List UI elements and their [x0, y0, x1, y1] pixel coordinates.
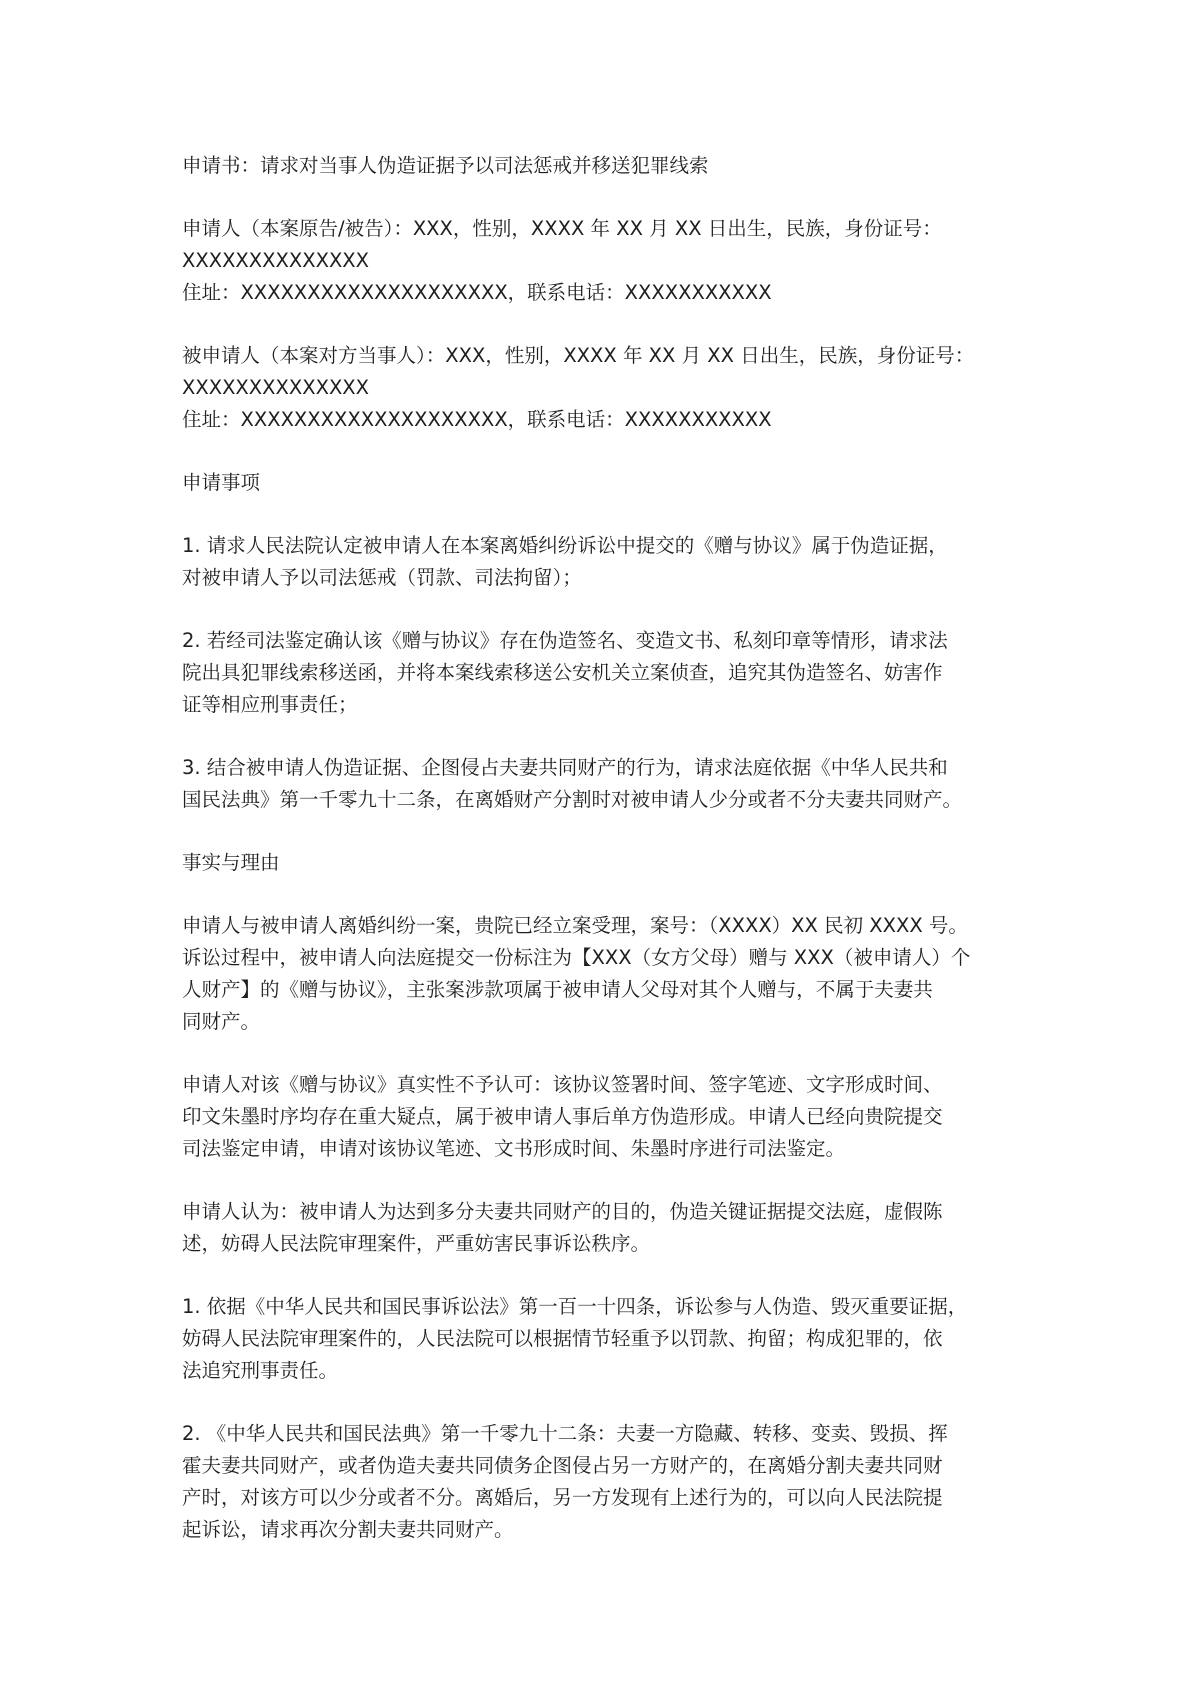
facts-line: 司法鉴定申请，申请对该协议笔迹、文书形成时间、朱墨时序进行司法鉴定。: [182, 1137, 846, 1160]
facts-line: 产时，对该方可以少分或者不分。离婚后，另一方发现有上述行为的，可以向人民法院提: [182, 1486, 943, 1509]
facts-line: 起诉讼，请求再次分割夫妻共同财产。: [182, 1518, 514, 1541]
facts-line: 同财产。: [182, 1010, 261, 1033]
respondent-identity-line: 被申请人（本案对方当事人）：XXX，性别，XXXX 年 XX 月 XX 日出生，民族，身份证号：: [182, 344, 975, 367]
respondent-address-line: 住址：XXXXXXXXXXXXXXXXXXXX，联系电话：XXXXXXXXXXX: [182, 408, 772, 431]
requests-heading-text: 申请事项: [182, 471, 261, 494]
applicant-identity-line: 申请人（本案原告/被告）：XXX，性别，XXXX 年 XX 月 XX 日出生，民族，身份证号：: [182, 217, 942, 240]
facts-paragraph-4: [182, 1291, 1017, 1387]
respondent-info: [182, 340, 1017, 436]
facts-line: 2. 《中华人民共和国民法典》第一千零九十二条：夫妻一方隐藏、转移、变卖、毁损、挥: [182, 1422, 948, 1445]
facts-heading-text: 事实与理由: [182, 851, 280, 874]
request-line: 2. 若经司法鉴定确认该《赠与协议》存在伪造签名、变造文书、私刻印章等情形，请求法: [182, 629, 948, 652]
facts-line: 法追究刑事责任。: [182, 1359, 339, 1382]
facts-heading: [182, 847, 1017, 879]
document-title: [182, 150, 1017, 182]
request-line: 对被申请人予以司法惩戒（罚款、司法拘留）；: [182, 566, 582, 589]
facts-line: 申请人与被申请人离婚纠纷一案，贵院已经立案受理，案号：（XXXX）XX 民初 XXXX 号。: [182, 914, 968, 937]
respondent-id-number: XXXXXXXXXXXXXX: [182, 376, 370, 399]
document-page: [182, 150, 1017, 1577]
facts-line: 人财产】的《赠与协议》，主张案涉款项属于被申请人父母对其个人赠与，不属于夫妻共: [182, 978, 933, 1001]
request-item-2: [182, 625, 1017, 721]
document-title-text: 申请书：请求对当事人伪造证据予以司法惩戒并移送犯罪线索: [182, 154, 709, 177]
facts-line: 印文朱墨时序均存在重大疑点，属于被申请人事后单方伪造形成。申请人已经向贵院提交: [182, 1105, 943, 1128]
facts-line: 申请人对该《赠与协议》真实性不予认可：该协议签署时间、签字笔迹、文字形成时间、: [182, 1073, 943, 1096]
facts-paragraph-2: [182, 1069, 1017, 1165]
request-line: 国民法典》第一千零九十二条，在离婚财产分割时对被申请人少分或者不分夫妻共同财产。: [182, 788, 963, 811]
applicant-id-number: XXXXXXXXXXXXXX: [182, 249, 370, 272]
requests-heading: [182, 467, 1017, 499]
facts-line: 诉讼过程中，被申请人向法庭提交一份标注为【XXX（女方父母）赠与 XXX（被申请人）个: [182, 946, 971, 969]
request-line: 1. 请求人民法院认定被申请人在本案离婚纠纷诉讼中提交的《赠与协议》属于伪造证据，: [182, 534, 948, 557]
facts-line: 霍夫妻共同财产，或者伪造夫妻共同债务企图侵占另一方财产的，在离婚分割夫妻共同财: [182, 1454, 943, 1477]
request-line: 院出具犯罪线索移送函，并将本案线索移送公安机关立案侦查，追究其伪造签名、妨害作: [182, 661, 943, 684]
applicant-info: [182, 213, 1017, 309]
request-item-1: [182, 530, 1017, 594]
facts-line: 妨碍人民法院审理案件的，人民法院可以根据情节轻重予以罚款、拘留；构成犯罪的，依: [182, 1327, 943, 1350]
facts-line: 1. 依据《中华人民共和国民事诉讼法》第一百一十四条，诉讼参与人伪造、毁灭重要证据，: [182, 1295, 968, 1318]
request-line: 3. 结合被申请人伪造证据、企图侵占夫妻共同财产的行为，请求法庭依据《中华人民共和: [182, 756, 948, 779]
facts-line: 述，妨碍人民法院审理案件，严重妨害民事诉讼秩序。: [182, 1232, 651, 1255]
facts-paragraph-3: [182, 1196, 1017, 1260]
request-item-3: [182, 752, 1017, 816]
applicant-address-line: 住址：XXXXXXXXXXXXXXXXXXXX，联系电话：XXXXXXXXXXX: [182, 281, 772, 304]
request-line: 证等相应刑事责任；: [182, 693, 358, 716]
facts-paragraph-5: [182, 1418, 1017, 1546]
facts-paragraph-1: [182, 910, 1017, 1038]
facts-line: 申请人认为：被申请人为达到多分夫妻共同财产的目的，伪造关键证据提交法庭，虚假陈: [182, 1200, 943, 1223]
